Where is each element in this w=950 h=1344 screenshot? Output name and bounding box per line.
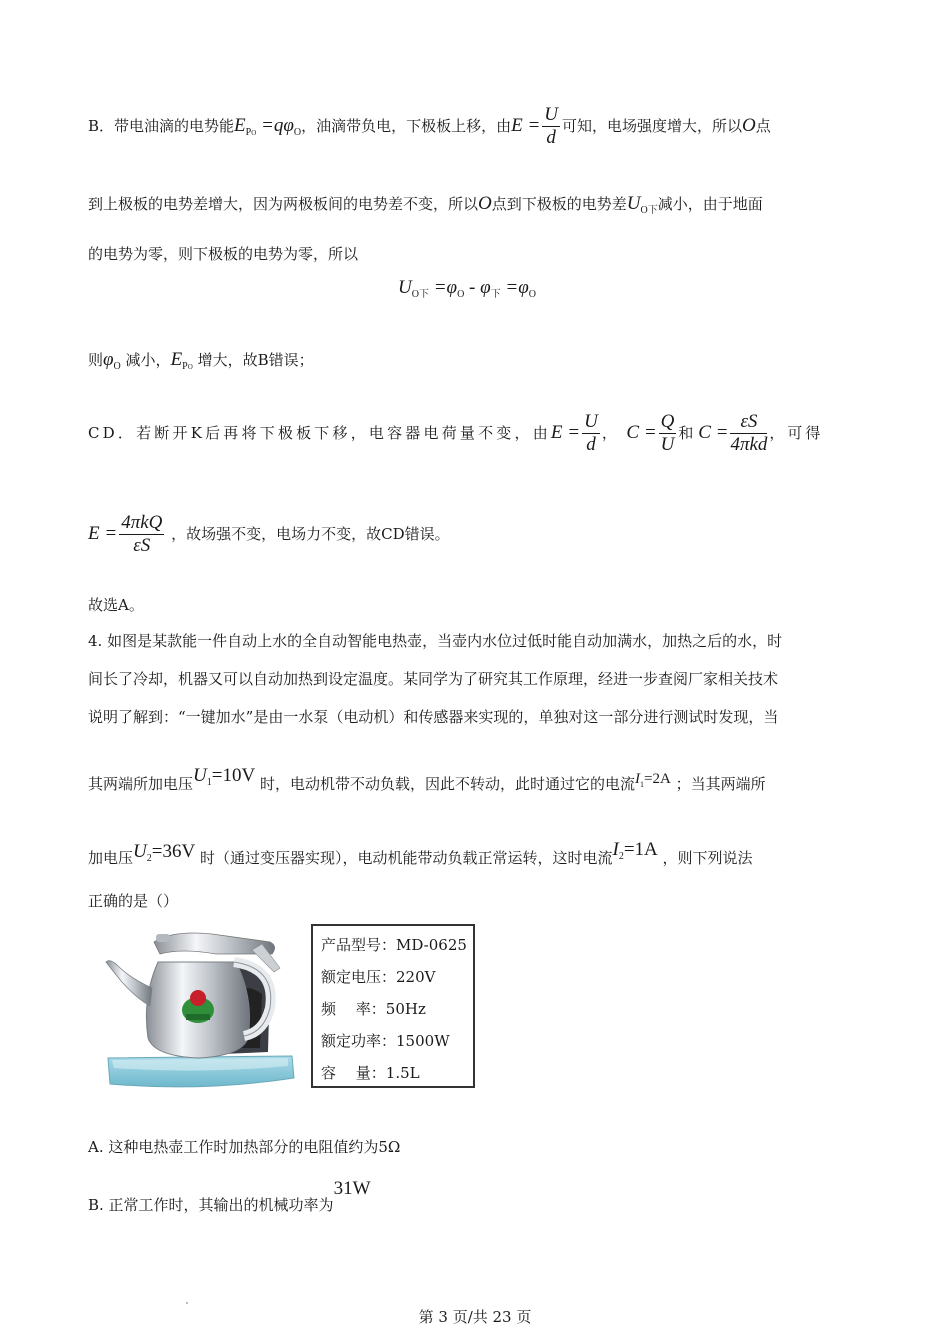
question-4-line-1: 4. 如图是某款能一件自动上水的全自动智能电热壶，当壶内水位过低时能自动加满水，加热之后的水，时 — [88, 632, 783, 650]
spec-row-model: 产品型号：MD-0625 — [321, 936, 467, 954]
symbol-o: O — [478, 193, 492, 214]
text: 到上极板的电势差增大，因为两极板间的电势差不变，所以 — [88, 195, 479, 213]
text: 加电压 — [88, 849, 134, 867]
formula-e-ud: E = $\frac{U}{d}$ — [550, 411, 598, 456]
text: CD．若断开K后再将下极板下移，电容器电荷量不变，由 — [88, 424, 551, 442]
spec-row-capacity: 容 量：1.5L — [321, 1064, 420, 1082]
spec-row-frequency: 频 率：50Hz — [321, 1000, 426, 1018]
formula-i1: $I_1=2A$ — [634, 771, 671, 789]
option-cd-line-2 — [88, 504, 450, 564]
text: 点 — [755, 116, 771, 135]
formula-u-oxia: $U_{O下}$ — [626, 193, 658, 216]
text: 时，电动机带不动负载，因此不转动，此时通过它的电流 — [259, 775, 635, 793]
spec-row-voltage: 额定电压：220V — [321, 968, 436, 986]
formula-phi-o: $\varphi_O$ — [103, 349, 121, 372]
option-b-line-5 — [88, 349, 314, 378]
formula-ep: $E_{PO}$ — [170, 349, 193, 372]
text: B. 正常工作时，其输出的机械功率为 — [88, 1196, 334, 1214]
text: 点到下极板的电势差 — [491, 195, 627, 213]
formula-centered: $U_{O下} =\varphi_O - \varphi_下 =\varphi_O$ — [398, 277, 536, 300]
page-footer: 第 3 页/共 23 页 — [418, 1308, 532, 1326]
text: ，油滴带负电，下极板上移，由 — [301, 116, 512, 135]
text: 增大，故B错误； — [197, 351, 314, 369]
formula-u1: $U_1=10V$ — [193, 765, 256, 788]
formula-u2: $U_2=36V$ — [133, 841, 196, 864]
text: B．带电油滴的电势能 — [88, 116, 235, 135]
text: 则 — [88, 351, 104, 369]
choice-b-value: 31W — [333, 1178, 371, 1199]
option-b-line-2 — [88, 193, 763, 222]
product-spec-box — [311, 924, 475, 1088]
answer-line: 故选A。 — [88, 596, 144, 614]
formula-ep: $E_{PO} =q\varphi_O$ — [234, 114, 302, 138]
option-b-line-3: 的电势为零，则下极板的电势为零，所以 — [88, 245, 359, 263]
text: 减小， — [125, 351, 171, 369]
text: 可知，电场强度增大，所以 — [562, 116, 743, 135]
kettle-image — [102, 928, 298, 1092]
option-cd-line-1 — [88, 400, 823, 466]
dot-mark — [186, 1302, 188, 1304]
text: ，可得 — [769, 424, 824, 442]
text: 时（通过变压器实现），电动机能带动负载正常运转，这时电流 — [199, 849, 613, 867]
question-4-line-6: 正确的是（） — [88, 892, 179, 910]
formula-i2: $I_2=1A$ — [612, 839, 658, 862]
question-4-line-4 — [88, 758, 766, 803]
text: 其两端所加电压 — [88, 775, 194, 793]
choice-b — [88, 1172, 371, 1222]
symbol-o: O — [742, 114, 756, 136]
option-b-line-1 — [88, 104, 771, 149]
choice-a: A. 这种电热壶工作时加热部分的电阻值约为5Ω — [88, 1138, 401, 1156]
text: 和 — [678, 424, 694, 442]
formula-e-kq: E = $\frac{\text{4πkQ}}{\varepsilon S}$ — [88, 512, 163, 557]
text: ；当其两端所 — [675, 775, 766, 793]
text: ，则下列说法 — [662, 849, 753, 867]
spec-row-power: 额定功率：1500W — [321, 1032, 450, 1050]
question-4-line-3: 说明了解到：“一键加水”是由一水泵（电动机）和传感器来实现的，单独对这一部分进行测试时发现，当 — [88, 708, 779, 726]
question-4-line-5 — [88, 832, 753, 877]
formula-c-eps: C = $\frac{\varepsilon S}{\text{4πkd}}$ — [698, 411, 768, 456]
formula-c-qu: C = $\frac{Q}{U}$ — [626, 411, 675, 456]
formula-e-ud: E = $\frac{U}{d}$ — [511, 104, 559, 148]
text: ，故场强不变，电场力不变，故CD错误。 — [171, 525, 450, 543]
question-4-line-2: 间长了冷却，机器又可以自动加热到设定温度。某同学为了研究其工作原理，经进一步查阅厂家相关技术 — [88, 670, 779, 688]
text: 减小，由于地面 — [657, 195, 763, 213]
text: ， — [601, 424, 617, 442]
